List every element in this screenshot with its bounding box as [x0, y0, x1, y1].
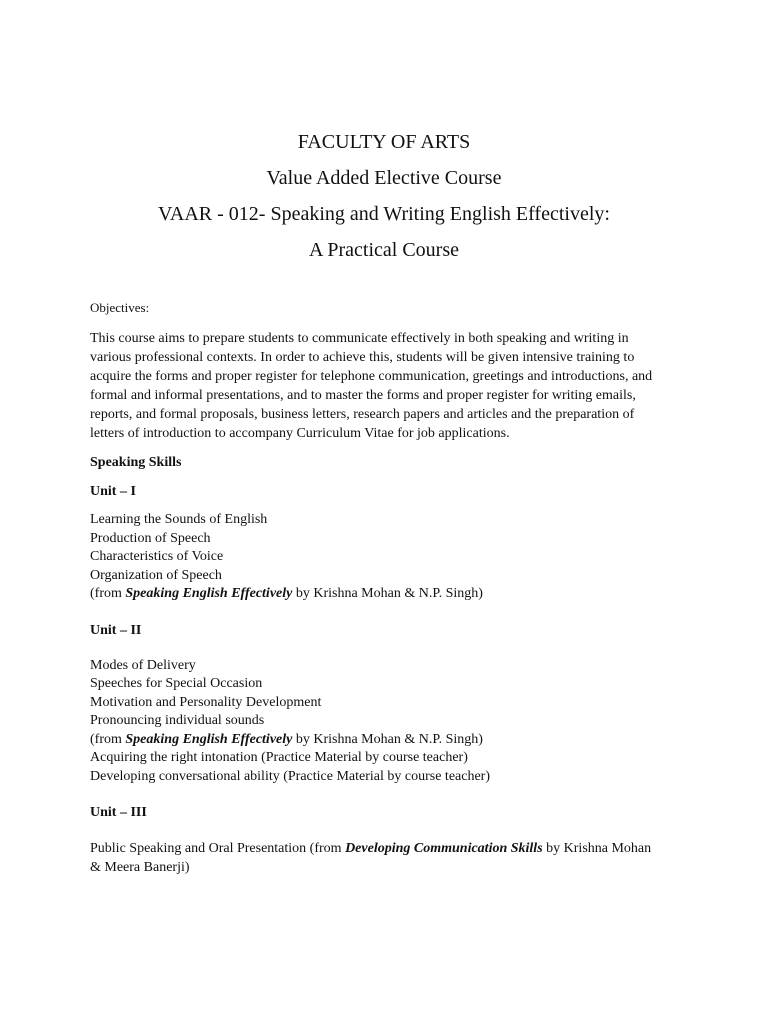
objectives-label: Objectives: — [90, 300, 150, 315]
faculty-title: FACULTY OF ARTS — [297, 131, 471, 153]
source-suffix: by Krishna Mohan & N.P. Singh) — [292, 731, 483, 747]
course-type-title: Value Added Elective Course — [266, 167, 502, 189]
unit-2-source — [90, 731, 660, 750]
unit-3-heading: Unit – III — [90, 805, 147, 820]
list-item: Acquiring the right intonation (Practice Material by course teacher) — [90, 750, 468, 765]
unit-3-text-suffix: by Krishna Mohan & Meera Banerji) — [90, 841, 652, 875]
source-book-title: Speaking English Effectively — [125, 586, 293, 601]
course-subtitle: A Practical Course — [309, 239, 459, 261]
unit-3-text — [90, 839, 660, 877]
unit-1-source — [90, 585, 660, 604]
source-book-title: Speaking English Effectively — [125, 731, 293, 747]
source-suffix: by Krishna Mohan & N.P. Singh) — [292, 586, 483, 601]
list-item: Production of Speech — [90, 530, 211, 546]
unit-1-list — [90, 511, 660, 604]
list-item: Pronouncing individual sounds — [90, 713, 265, 728]
title-block — [0, 124, 768, 268]
source-prefix: (from — [90, 586, 126, 601]
course-code-title: VAAR - 012- Speaking and Writing English Effectively: — [158, 203, 610, 225]
unit-3-book-title: Developing Communication Skills — [345, 841, 543, 856]
speaking-skills-heading: Speaking Skills — [90, 455, 182, 470]
source-prefix: (from — [90, 731, 126, 747]
unit-3-text-prefix: Public Speaking and Oral Presentation (from — [90, 841, 346, 856]
list-item: Organization of Speech — [90, 567, 222, 583]
list-item: Characteristics of Voice — [90, 549, 224, 564]
list-item: Developing conversational ability (Practice Material by course teacher) — [90, 768, 490, 784]
unit-2-list — [90, 657, 660, 787]
list-item: Learning the Sounds of English — [90, 512, 268, 527]
list-item: Speeches for Special Occasion — [90, 676, 263, 691]
list-item: Modes of Delivery — [90, 657, 196, 673]
document-body — [90, 298, 660, 887]
unit-2-heading: Unit – II — [90, 622, 142, 638]
unit-1-heading: Unit – I — [90, 484, 136, 499]
objectives-paragraph: This course aims to prepare students to communicate effectively in both speaking and writing in various professional contexts. In order to achieve this, students will be given intensive training to acquire the forms and proper register for telephone communication, greetings and introductions, and formal and informal presentations, and to master the forms and proper register for writing emails, reports, and formal proposals, business letters, research papers and articles and the preparation of letters of introduction to accompany Curriculum Vitae for job applications. — [90, 331, 653, 441]
list-item: Motivation and Personality Development — [90, 694, 322, 710]
